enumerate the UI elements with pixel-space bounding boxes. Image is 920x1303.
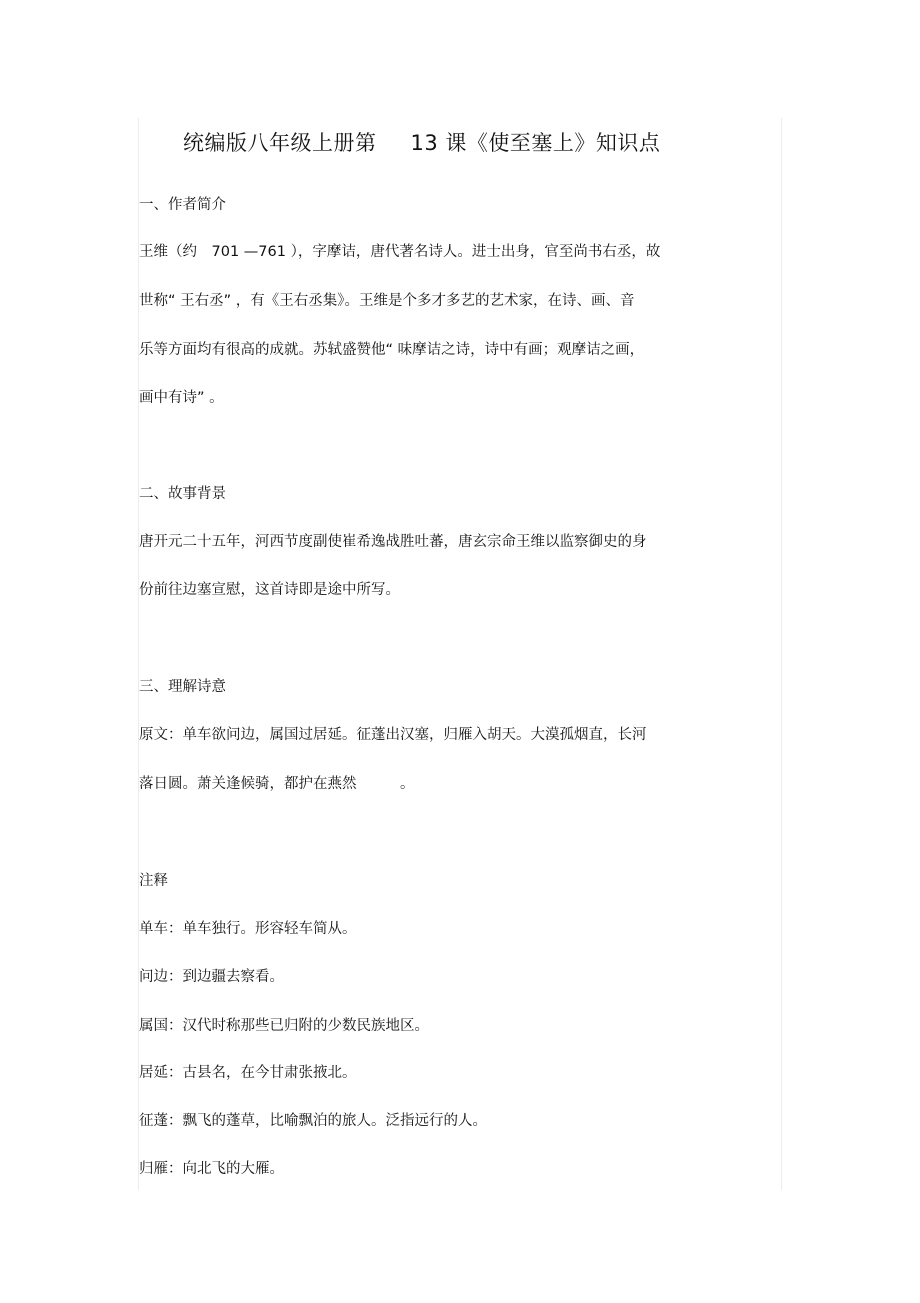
note-item: 居延：古县名，在今甘肃张掖北。 [139,1065,357,1081]
section-heading-author: 一、作者简介 [139,197,226,213]
author-line-2: 世称“ 王右丞” ，有《王右丞集》。王维是个多才多艺的艺术家，在诗、画、音 [139,293,635,309]
author-line-1: 王维（约 701 —761 ），字摩诘，唐代著名诗人。进士出身，官至尚书右丞，故 [139,244,661,260]
poem-line-1: 原文：单车欲问边，属国过居延。征蓬出汉塞，归雁入胡天。大漠孤烟直，长河 [139,727,647,743]
author-line-4: 画中有诗” 。 [139,390,224,406]
document-title [183,128,660,158]
note-item: 归雁：向北飞的大雁。 [139,1161,284,1177]
background-line-2: 份前往边塞宣慰，这首诗即是途中所写。 [139,582,400,598]
note-item: 属国：汉代时称那些已归附的少数民族地区。 [139,1018,429,1034]
section-heading-meaning: 三、理解诗意 [139,679,226,695]
author-line-3: 乐等方面均有很高的成就。苏轼盛赞他“ 味摩诘之诗，诗中有画；观摩诘之画， [139,342,645,358]
note-item: 征蓬：飘飞的蓬草，比喻飘泊的旅人。泛指远行的人。 [139,1113,487,1129]
note-item: 问边：到边疆去察看。 [139,969,284,985]
note-item: 单车：单车独行。形容轻车简从。 [139,921,357,937]
background-line-1: 唐开元二十五年，河西节度副使崔希逸战胜吐蕃，唐玄宗命王维以监察御史的身 [139,534,647,550]
title-part-1: 统编版八年级上册第 [183,131,377,155]
title-part-2: 13 课《使至塞上》知识点 [410,131,661,155]
notes-heading: 注释 [139,873,168,889]
poem-line-2: 落日圆。萧关逢候骑，都护在燕然 。 [139,776,415,792]
section-heading-background: 二、故事背景 [139,486,226,502]
page-border-right [781,118,782,1190]
